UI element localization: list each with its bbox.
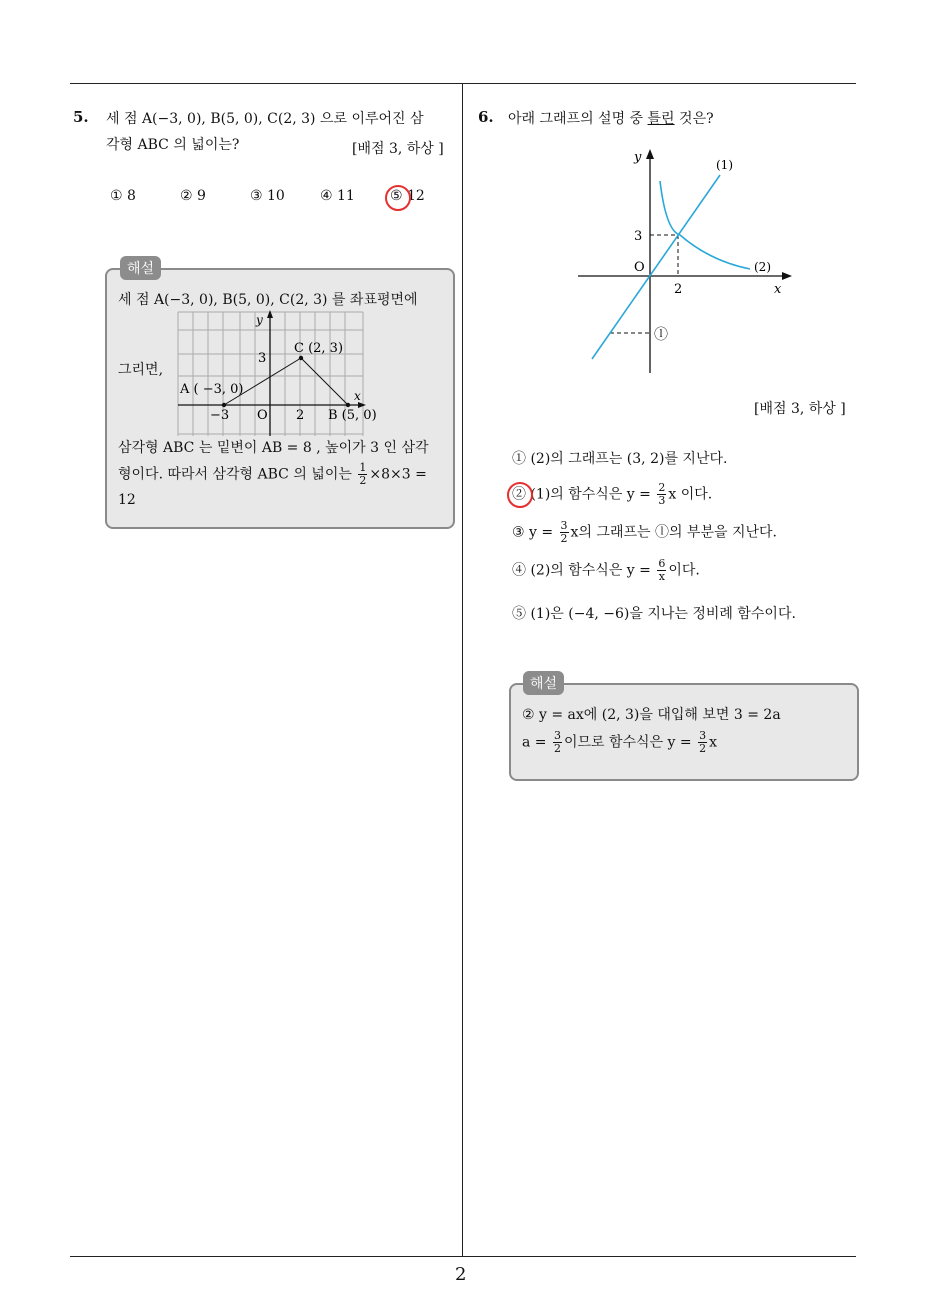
q6-option-4[interactable] bbox=[512, 558, 700, 583]
q5-solution-fraction bbox=[358, 462, 367, 487]
q6-option-4-num: 6 bbox=[658, 557, 666, 570]
q6-option-2[interactable] bbox=[512, 482, 712, 507]
q6-option-2-num: 2 bbox=[658, 481, 666, 494]
q6-graph-ylabel: y bbox=[634, 150, 642, 165]
q5-solution-line2: 그리면, bbox=[118, 362, 164, 378]
q6-option-4b: 이다. bbox=[668, 562, 700, 579]
q5-solution-line5: 12 bbox=[118, 492, 136, 508]
q5-graph-tick-3: 3 bbox=[258, 351, 267, 366]
q6-function-graph bbox=[570, 145, 800, 377]
q5-choice-3[interactable]: ③ 10 bbox=[250, 188, 285, 204]
q6-option-1[interactable]: ① (2)의 그래프는 (3, 2)를 지난다. bbox=[512, 451, 728, 467]
q6-text-start: 아래 그래프의 설명 중 bbox=[508, 111, 644, 127]
q5-answer-mark bbox=[385, 185, 411, 211]
q6-graph-tick-3: 3 bbox=[634, 229, 643, 244]
q5-score: [배점 3, 하상 ] bbox=[352, 141, 444, 157]
q6-graph-label-1: (1) bbox=[716, 158, 733, 172]
q6-solution-line2 bbox=[522, 730, 717, 755]
q6-solution-line2c: x bbox=[709, 734, 718, 751]
q5-choice-4[interactable]: ④ 11 bbox=[320, 188, 355, 204]
q5-fraction-den: 2 bbox=[359, 474, 367, 487]
q6-option-3a: ③ y = bbox=[512, 524, 554, 541]
q6-option-4a: ④ (2)의 함수식은 y = bbox=[512, 562, 651, 579]
q6-score: [배점 3, 하상 ] bbox=[754, 401, 846, 417]
q5-fraction-num: 1 bbox=[359, 461, 367, 474]
q5-graph-point-a: A ( −3, 0) bbox=[180, 382, 244, 397]
q5-graph-tick-m3: −3 bbox=[210, 408, 230, 423]
q6-option-2b: x 이다. bbox=[668, 486, 713, 503]
q6-solution-line2a: a = bbox=[522, 734, 547, 751]
q6-option-2-den: 3 bbox=[658, 494, 666, 507]
q6-option-2a: ② (1)의 함수식은 y = bbox=[512, 486, 651, 503]
q5-text-line1: 세 점 A(−3, 0), B(5, 0), C(2, 3) 으로 이루어진 삼 bbox=[106, 111, 424, 127]
q5-graph-origin: O bbox=[257, 408, 268, 423]
q5-number: 5. bbox=[73, 108, 89, 126]
q6-solution-fraction-2 bbox=[698, 730, 707, 755]
q6-option-3-den: 2 bbox=[560, 532, 568, 545]
q6-solution-line2b: 이므로 함수식은 y = bbox=[563, 734, 692, 751]
q6-solution-tag: 해설 bbox=[523, 671, 564, 695]
q5-graph-xlabel: x bbox=[354, 389, 361, 403]
q5-graph-point-c: C (2, 3) bbox=[294, 341, 344, 356]
q6-graph-xlabel: x bbox=[774, 282, 782, 297]
q6-option-4-den: x bbox=[658, 570, 665, 583]
q6-option-4-fraction bbox=[657, 558, 666, 583]
q6-solution-line1: ② y = ax에 (2, 3)을 대입해 보면 3 = 2a bbox=[522, 707, 781, 723]
q5-graph-ylabel: y bbox=[256, 313, 263, 327]
q6-graph-origin: O bbox=[634, 260, 645, 275]
q6-option-3-num: 3 bbox=[560, 519, 568, 532]
top-rule bbox=[70, 83, 856, 84]
q5-text-line2: 각형 ABC 의 넓이는? bbox=[106, 137, 240, 153]
q5-graph-point-b: B (5, 0) bbox=[328, 408, 377, 423]
q5-solution-line4b: ×8×3 = bbox=[369, 466, 427, 483]
q5-choice-1[interactable]: ① 8 bbox=[110, 188, 136, 204]
q6-solution-fraction-1 bbox=[553, 730, 562, 755]
q6-solution-num2: 3 bbox=[699, 729, 707, 742]
q5-coordinate-graph bbox=[170, 308, 385, 438]
q5-solution-tag: 해설 bbox=[120, 256, 161, 280]
q6-answer-mark bbox=[507, 482, 533, 508]
q6-option-5[interactable]: ⑤ (1)은 (−4, −6)을 지나는 정비례 함수이다. bbox=[512, 606, 796, 622]
q5-solution-line4a: 형이다. 따라서 삼각형 ABC 의 넓이는 bbox=[118, 466, 352, 483]
q5-graph-tick-2: 2 bbox=[296, 408, 305, 423]
q5-solution-line3-text: 삼각형 ABC 는 밑변이 AB = 8 , 높이가 3 인 삼각 bbox=[118, 440, 429, 456]
bottom-rule bbox=[70, 1256, 856, 1257]
q6-graph-label-2: (2) bbox=[754, 260, 771, 274]
q5-solution-line4 bbox=[118, 462, 427, 487]
q6-solution-den1: 2 bbox=[553, 742, 561, 755]
column-divider bbox=[462, 83, 463, 1257]
q6-text-end: 것은? bbox=[679, 111, 714, 127]
q5-solution-line3 bbox=[118, 436, 429, 460]
q5-choice-5[interactable]: ⑤ 12 bbox=[390, 188, 425, 204]
q6-graph-tick-2: 2 bbox=[674, 282, 683, 297]
q6-number: 6. bbox=[478, 108, 494, 126]
page-number: 2 bbox=[455, 1264, 467, 1285]
q6-option-3b: x의 그래프는 ⓛ의 부분을 지난다. bbox=[570, 524, 777, 541]
q6-solution-den2: 2 bbox=[699, 742, 707, 755]
q6-text-underlined: 틀린 bbox=[647, 111, 675, 127]
q6-option-3-fraction bbox=[560, 520, 569, 545]
q6-solution-num1: 3 bbox=[553, 729, 561, 742]
q5-solution-line1: 세 점 A(−3, 0), B(5, 0), C(2, 3) 를 좌표평면에 bbox=[118, 292, 418, 308]
q6-graph-region: ⓛ bbox=[654, 327, 668, 343]
q6-option-2-fraction bbox=[657, 482, 666, 507]
q5-choice-2[interactable]: ② 9 bbox=[180, 188, 206, 204]
q6-option-3[interactable] bbox=[512, 520, 777, 545]
q6-text bbox=[508, 106, 714, 132]
